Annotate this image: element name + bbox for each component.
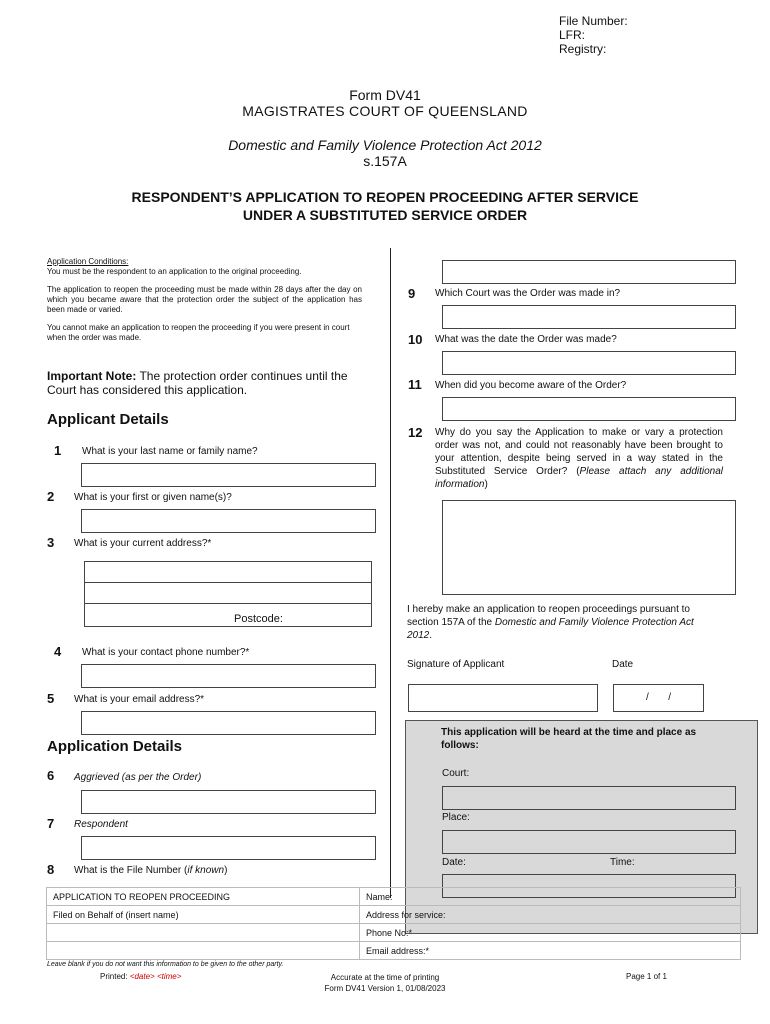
hearing-time-label: Time: (610, 857, 635, 868)
conditions-heading: Application Conditions: (47, 257, 129, 266)
signature-label: Signature of Applicant (407, 659, 505, 670)
registry-label: Registry: (559, 42, 607, 56)
q7-text: Respondent (74, 819, 128, 830)
court-made-field[interactable] (442, 305, 736, 329)
first-name-field[interactable] (81, 509, 376, 533)
application-heading: Application Details (47, 738, 183, 755)
accurate-note: Accurate at the time of printing (330, 973, 440, 982)
q2-number: 2 (47, 489, 55, 504)
q9-text: Which Court was the Order was made in? (435, 288, 621, 299)
condition-2: The application to reopen the proceeding must be made within 28 days after the day on which you became aware that the protection order the subject of the application has been made or varied. (47, 285, 362, 314)
filing-table (46, 887, 741, 960)
file-number-label: File Number: (559, 14, 628, 28)
email-cell[interactable]: Email address:* (360, 942, 741, 960)
hearing-court-field[interactable] (442, 786, 736, 810)
q6-text: Aggrieved (as per the Order) (74, 772, 202, 783)
title-line-1: RESPONDENT’S APPLICATION TO REOPEN PROCEEDING AFTER SERVICE (131, 189, 639, 205)
hearing-title: This application will be heard at the time and place as follows: (441, 727, 697, 751)
hearing-place-label: Place: (442, 812, 470, 823)
q12-number: 12 (408, 425, 423, 440)
q6-number: 6 (47, 768, 55, 783)
q10-text: What was the date the Order was made? (435, 334, 617, 345)
title-line-2: UNDER A SUBSTITUTED SERVICE ORDER (242, 207, 528, 223)
table-cell: APPLICATION TO REOPEN PROCEEDING (47, 888, 360, 906)
signature-date-field[interactable]: / / (613, 684, 704, 712)
aware-date-field[interactable] (442, 397, 736, 421)
reason-textarea[interactable] (442, 500, 736, 595)
q12-text: Why do you say the Application to make or vary a protection order was not, and could not reasonably have been brought to your attention, despite being served in a way stated in the Substituted Service Order? (Please attach any additional information) (435, 427, 724, 490)
respondent-field[interactable] (81, 836, 376, 860)
table-row (47, 924, 741, 942)
table-row (47, 906, 741, 924)
q3-number: 3 (47, 535, 55, 550)
hearing-date-label: Date: (442, 857, 466, 868)
leave-blank-note: Leave blank if you do not want this information to be given to the other party. (47, 961, 284, 968)
table-cell: Filed on Behalf of (insert name) (47, 906, 360, 924)
table-row (47, 888, 741, 906)
q1-text: What is your last name or family name? (82, 446, 258, 457)
address-cell[interactable]: Address for service: (360, 906, 741, 924)
q3-text: What is your current address?* (74, 538, 212, 549)
declaration-text: I hereby make an application to reopen proceedings pursuant to section 157A of the Domestic and Family Violence Protection Act 2012. (407, 604, 694, 641)
phone-field[interactable] (81, 664, 376, 688)
time-tag: <time> (156, 972, 182, 981)
q8-text: What is the File Number (if known) (74, 865, 228, 876)
file-number-field[interactable] (442, 260, 736, 284)
date-tag: <date> (129, 972, 155, 981)
important-label: Important Note: (47, 369, 137, 383)
signature-field[interactable] (408, 684, 598, 712)
q8-number: 8 (47, 862, 55, 877)
q11-text: When did you become aware of the Order? (435, 380, 627, 391)
q5-number: 5 (47, 691, 55, 706)
hearing-place-field[interactable] (442, 830, 736, 854)
file-info (559, 14, 628, 56)
page-title (0, 188, 770, 224)
address-line-2-field[interactable] (84, 582, 372, 604)
q4-number: 4 (54, 644, 62, 659)
order-date-field[interactable] (442, 351, 736, 375)
applicant-heading: Applicant Details (47, 411, 169, 428)
act-section: s.157A (363, 153, 407, 169)
name-cell[interactable]: Name: (360, 888, 741, 906)
form-version: Form DV41 Version 1, 01/08/2023 (324, 984, 446, 993)
condition-3: You cannot make an application to reopen the proceeding if you were present in court when the order was made. (47, 323, 350, 342)
hearing-court-label: Court: (442, 768, 470, 779)
address-line-1-field[interactable] (84, 561, 372, 583)
email-field[interactable] (81, 711, 376, 735)
aggrieved-field[interactable] (81, 790, 376, 814)
q4-text: What is your contact phone number?* (82, 647, 250, 658)
important-text: The protection order continues until the Court has considered this application. (47, 369, 348, 397)
postcode-label: Postcode: (234, 613, 283, 625)
printed-line (100, 972, 181, 981)
q9-number: 9 (408, 286, 416, 301)
printed-label: Printed: (100, 972, 128, 981)
q11-number: 11 (408, 377, 422, 392)
phone-cell[interactable]: Phone No:* (360, 924, 741, 942)
q10-number: 10 (408, 332, 423, 347)
q7-number: 7 (47, 816, 55, 831)
address-line-3-field[interactable] (84, 603, 372, 627)
date-label: Date (612, 659, 634, 670)
condition-1: You must be the respondent to an application to the original proceeding. (47, 267, 302, 276)
act-name: Domestic and Family Violence Protection Act 2012 (228, 137, 542, 153)
last-name-field[interactable] (81, 463, 376, 487)
lfr-label: LFR: (559, 28, 586, 42)
q5-text: What is your email address?* (74, 694, 205, 705)
page-number: Page 1 of 1 (626, 972, 667, 981)
table-cell (47, 924, 360, 942)
table-row (47, 942, 741, 960)
table-cell (47, 942, 360, 960)
important-note (47, 369, 367, 397)
q2-text: What is your first or given name(s)? (74, 492, 232, 503)
q1-number: 1 (54, 443, 62, 458)
column-divider (390, 248, 391, 898)
court-name: MAGISTRATES COURT OF QUEENSLAND (242, 103, 528, 119)
form-number: Form DV41 (349, 87, 421, 103)
version-info (250, 972, 520, 994)
conditions (47, 257, 362, 343)
